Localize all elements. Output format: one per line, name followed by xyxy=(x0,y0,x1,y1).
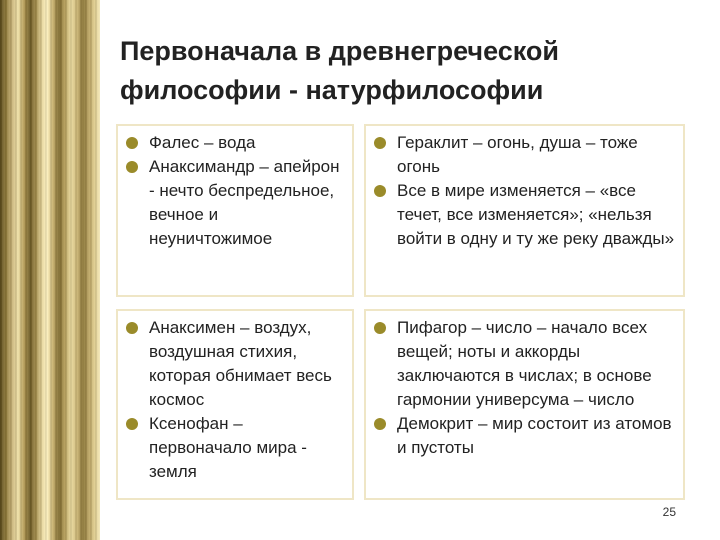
list-item-text: Все в мире изменяется – «все течет, все изменяется»; «нельзя войти в одну и ту же реку дважды» xyxy=(397,181,675,248)
list-item-text: Гераклит – огонь, душа – тоже огонь xyxy=(397,133,638,176)
title-line-2: философии - натурфилософии xyxy=(120,75,544,105)
panel-top-left xyxy=(116,124,354,297)
list-item-text: Ксенофан – первоначало мира - земля xyxy=(149,414,307,481)
panel-top-right xyxy=(364,124,685,297)
list-item xyxy=(124,131,346,155)
round-bullet-icon xyxy=(374,418,386,430)
list-item xyxy=(372,412,677,460)
list-item-text: Демокрит – мир состоит из атомов и пустоты xyxy=(397,414,672,457)
decorative-gold-border xyxy=(0,0,100,540)
round-bullet-icon xyxy=(126,418,138,430)
title-line-1: Первоначала в древнегреческой xyxy=(120,36,560,66)
list-item xyxy=(124,412,346,484)
list-item xyxy=(372,179,677,251)
list-item-text: Фалес – вода xyxy=(149,133,256,152)
page-number: 25 xyxy=(662,505,676,519)
list-item xyxy=(372,131,677,179)
list-item xyxy=(124,155,346,251)
list-item-text: Анаксимандр – апейрон - нечто беспредельное, вечное и неуничтожимое xyxy=(149,157,340,248)
list-item-text: Анаксимен – воздух, воздушная стихия, которая обнимает весь космос xyxy=(149,318,332,409)
round-bullet-icon xyxy=(126,161,138,173)
round-bullet-icon xyxy=(126,137,138,149)
round-bullet-icon xyxy=(374,137,386,149)
list-item xyxy=(372,316,677,412)
round-bullet-icon xyxy=(374,185,386,197)
slide-title xyxy=(120,32,680,110)
list-item xyxy=(124,316,346,412)
round-bullet-icon xyxy=(126,322,138,334)
panel-bottom-right xyxy=(364,309,685,500)
round-bullet-icon xyxy=(374,322,386,334)
list-item-text: Пифагор – число – начало всех вещей; ноты и аккорды заключаются в числах; в основе гармонии универсума – число xyxy=(397,318,652,409)
panel-bottom-left xyxy=(116,309,354,500)
